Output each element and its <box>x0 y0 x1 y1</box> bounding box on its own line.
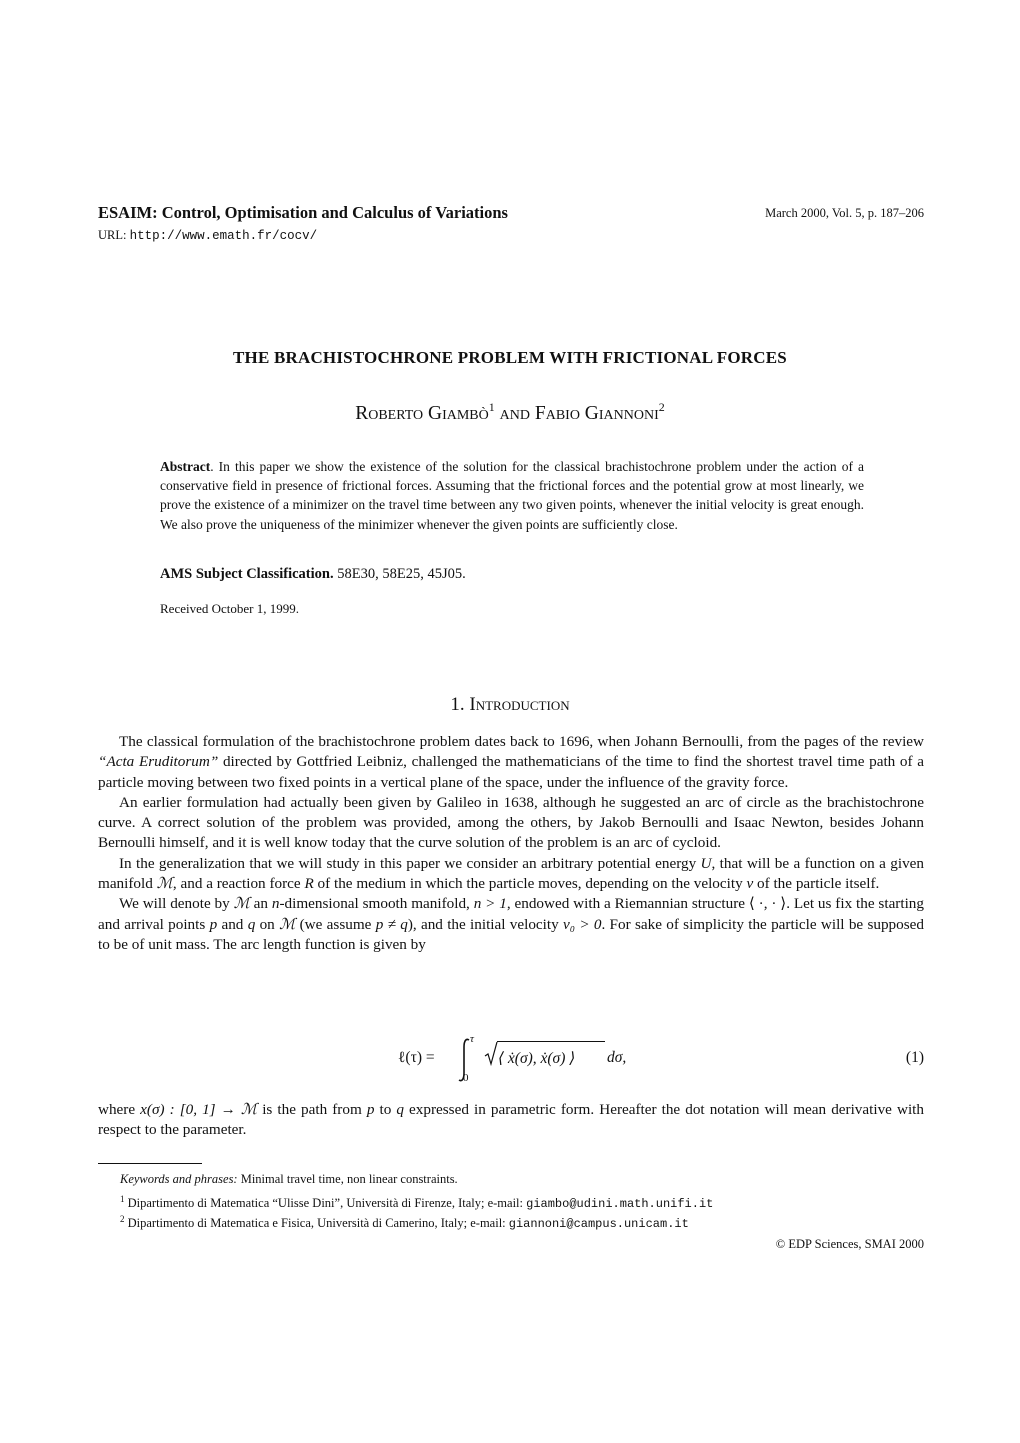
keywords-text: Minimal travel time, non linear constraints. <box>240 1172 458 1186</box>
paragraph-4-text: an <box>249 895 272 913</box>
condition-n: n > 1 <box>473 895 507 913</box>
paragraph-5-text: where <box>98 1101 141 1118</box>
paragraph-4-text: on <box>255 915 280 933</box>
equation-differential: dσ, <box>607 1049 627 1066</box>
square-root-icon <box>484 1041 498 1067</box>
author-2: Fabio Giannoni <box>534 403 659 424</box>
ams-classification <box>160 566 864 583</box>
footnote-2-text: Dipartimento di Matematica e Fisica, Università di Camerino, Italy; e-mail: <box>127 1216 509 1231</box>
abstract-text: . In this paper we show the existence of the solution for the classical brachistochrone problem under the action of a conservative field in presence of frictional forces. Assuming that the frictional forces and the potential grow at most linearly, we prove the existence of a minimizer on the travel time between any two given points, whenever the initial velocity is great enough. We also prove the uniqueness of the minimizer whenever the given points are sufficiently close. <box>160 459 864 532</box>
equation-number: (1) <box>905 1049 924 1066</box>
square-root-bar <box>497 1041 605 1042</box>
footnote-1-email-link[interactable]: giambo@udini.math.unifi.it <box>526 1197 714 1212</box>
path-definition: x(σ) : [0, 1] → ℳ <box>140 1101 258 1118</box>
paragraph-4-text: . For sake of simplicity the particle will be supposed to be of unit mass. The arc length function is given by <box>98 915 924 953</box>
section-title: Introduction <box>469 694 570 715</box>
author-list <box>0 400 1020 425</box>
equation-integrand: ⟨ ẋ(σ), ẋ(σ) ⟩ <box>498 1050 576 1067</box>
paragraph-3-text: , that will be a function on a given manifold <box>98 854 924 893</box>
paragraph-3-text: of the particle itself. <box>753 875 880 893</box>
condition-v0: v₀ > 0 <box>563 915 602 933</box>
author-2-affiliation-mark: 2 <box>658 400 665 414</box>
paragraph-3-text: In the generalization that we will study in this paper we consider an arbitrary potential energy <box>119 854 701 872</box>
paragraph-3-text: , and a reaction force <box>172 875 305 893</box>
paragraph-3 <box>98 854 924 895</box>
footnote-2-email-link[interactable]: giannoni@campus.unicam.it <box>508 1217 689 1232</box>
integral-lower-limit: 0 <box>463 1072 469 1084</box>
ams-label: AMS Subject Classification. <box>160 566 334 582</box>
condition-p-neq-q: p ≠ q <box>375 915 408 933</box>
paragraph-5-text: is the path from <box>257 1101 367 1118</box>
paragraph-1 <box>98 732 924 793</box>
paragraph-4 <box>98 894 924 955</box>
keywords-footnote <box>120 1172 458 1187</box>
paragraph-5-text: to <box>374 1101 397 1118</box>
acta-eruditorum: “Acta Eruditorum” <box>98 753 219 771</box>
paragraph-1-text: The classical formulation of the brachistochrone problem dates back to 1696, when Johann Bernoulli, from the pages of the review <box>119 733 924 750</box>
journal-name: ESAIM: Control, Optimisation and Calculus of Variations <box>98 203 508 222</box>
symbol-q: q <box>396 1101 404 1118</box>
symbol-M: ℳ <box>156 875 173 893</box>
copyright-notice: © EDP Sciences, SMAI 2000 <box>775 1237 924 1251</box>
symbol-R: R <box>304 875 314 893</box>
equation-lhs: ℓ(τ) = <box>398 1049 435 1066</box>
journal-url-link[interactable]: http://www.emath.fr/cocv/ <box>129 229 318 243</box>
paragraph-5 <box>98 1100 924 1141</box>
symbol-q: q <box>247 915 256 933</box>
paragraph-4-text: -dimensional smooth manifold, <box>279 895 474 913</box>
paragraph-3-text: of the medium in which the particle moves, depending on the velocity <box>313 875 747 893</box>
introduction-body <box>98 732 924 955</box>
ams-codes: 58E30, 58E25, 45J05. <box>337 566 466 582</box>
footnote-2-mark: 2 <box>120 1214 125 1224</box>
symbol-p: p <box>209 915 218 933</box>
paragraph-4-text: and <box>217 915 248 933</box>
symbol-U: U <box>700 854 712 872</box>
abstract-label: Abstract <box>160 459 211 474</box>
issue-info: March 2000, Vol. 5, p. 187–206 <box>765 206 924 220</box>
paper-title: THE BRACHISTOCHRONE PROBLEM WITH FRICTIONAL FORCES <box>233 348 787 367</box>
author-conjunction: and <box>499 403 530 424</box>
symbol-M: ℳ <box>279 915 296 933</box>
symbol-p: p <box>366 1101 375 1118</box>
footnote-rule <box>98 1163 202 1164</box>
paragraph-4-text: , endowed with a Riemannian structure ⟨ ·, · ⟩. Let us fix the starting and arrival points <box>98 895 924 933</box>
footnote-1-text: Dipartimento di Matematica “Ulisse Dini”, Università di Firenze, Italy; e-mail: <box>127 1196 527 1211</box>
section-heading <box>0 694 1020 716</box>
footnote-2 <box>120 1214 689 1231</box>
paragraph-1-text-end: directed by Gottfried Leibniz, challenged the mathematicians of the time to find the shortest travel time path of a particle moving between two fixed points in a vertical plane of the space, under the influence of the gravity force. <box>98 753 924 791</box>
symbol-v: v <box>746 875 754 893</box>
paragraph-5-text: expressed in parametric form. Hereafter the dot notation will mean derivative with respect to the parameter. <box>98 1101 924 1139</box>
journal-url-line <box>98 228 317 243</box>
author-1-affiliation-mark: 1 <box>488 400 495 414</box>
equation-1 <box>98 1035 924 1085</box>
footnote-1-mark: 1 <box>120 1194 125 1204</box>
keywords-label: Keywords and phrases: <box>120 1172 238 1186</box>
url-label: URL: <box>98 228 127 242</box>
section-number: 1. <box>450 694 465 715</box>
symbol-M: ℳ <box>233 895 250 913</box>
paragraph-4-text: (we assume <box>295 915 376 933</box>
author-1: Roberto Giambò <box>355 403 489 424</box>
paragraph-4-text: ), and the initial velocity <box>407 915 563 933</box>
paragraph-4-text: We will denote by <box>119 895 234 913</box>
symbol-n: n <box>271 895 280 913</box>
abstract <box>160 457 864 534</box>
received-date: Received October 1, 1999. <box>160 601 299 616</box>
integral-upper-limit: τ <box>470 1033 474 1045</box>
paragraph-2: An earlier formulation had actually been given by Galileo in 1638, although he suggested an arc of circle as the brachistochrone curve. A correct solution of the problem was provided, among the others, by Jakob Bernoulli and Isaac Newton, besides Johann Bernoulli himself, and it is well know today that the curve solution of the problem is an arc of cycloid. <box>98 793 924 852</box>
footnote-1 <box>120 1194 713 1211</box>
